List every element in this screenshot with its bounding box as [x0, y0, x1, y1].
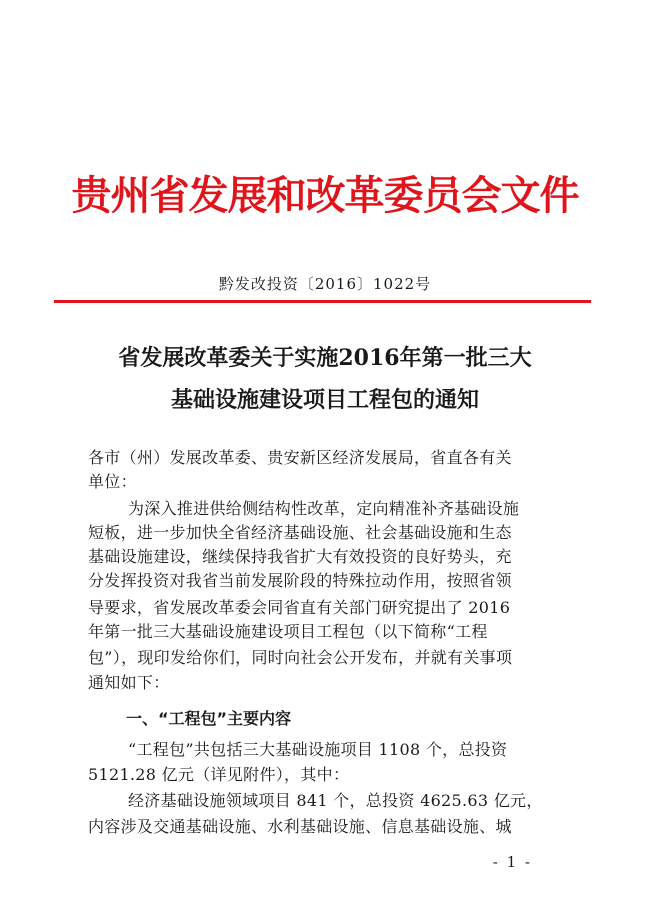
notice-title-line-1: 省发展改革委关于实施2016年第一批三大 — [118, 345, 532, 371]
paragraph-3-line-1: 经济基础设施领域项目 841 个，总投资 4625.63 亿元， — [128, 791, 543, 810]
section-1-heading: 一、“工程包”主要内容 — [126, 709, 292, 728]
addressee-line-1: 各市（州）发展改革委、贵安新区经济发展局，省直各有关 — [88, 448, 512, 467]
document-number: 黔发改投资〔2016〕1022号 — [218, 275, 432, 293]
paragraph-1-line-5: 导要求，省发展改革委会同省直有关部门研究提出了 2016 — [88, 598, 511, 617]
paragraph-1-line-1: 为深入推进供给侧结构性改革，定向精准补齐基础设施 — [128, 499, 520, 518]
notice-title-line-2: 基础设施建设项目工程包的通知 — [170, 387, 479, 413]
paragraph-2-line-1: “工程包”共包括三大基础设施项目 1108 个，总投资 — [128, 740, 508, 759]
paragraph-2-line-2: 5121.28 亿元（详见附件），其中： — [88, 765, 350, 784]
notice-title — [0, 337, 650, 421]
paragraph-1-line-7: 包”），现印发给你们，同时向社会公开发布，并就有关事项 — [88, 648, 513, 667]
addressee-line-2: 单位： — [88, 472, 137, 491]
paragraph-3-line-2: 内容涉及交通基础设施、水利基础设施、信息基础设施、城 — [88, 817, 512, 836]
paragraph-1-line-6: 年第一批三大基础设施建设项目工程包（以下简称“工程 — [88, 622, 488, 641]
paragraph-1-line-8: 通知如下： — [88, 673, 170, 692]
paragraph-1-line-4: 分发挥投资对我省当前发展阶段的特殊拉动作用，按照省领 — [88, 571, 512, 590]
red-separator-line — [54, 300, 591, 303]
issuer-header-title: 贵州省发展和改革委员会文件 — [71, 173, 579, 219]
paragraph-1-line-2: 短板，进一步加快全省经济基础设施、社会基础设施和生态 — [88, 523, 512, 542]
paragraph-1-line-3: 基础设施建设，继续保持我省扩大有效投资的良好势头，充 — [88, 547, 512, 566]
page-number: - 1 - — [492, 853, 532, 871]
